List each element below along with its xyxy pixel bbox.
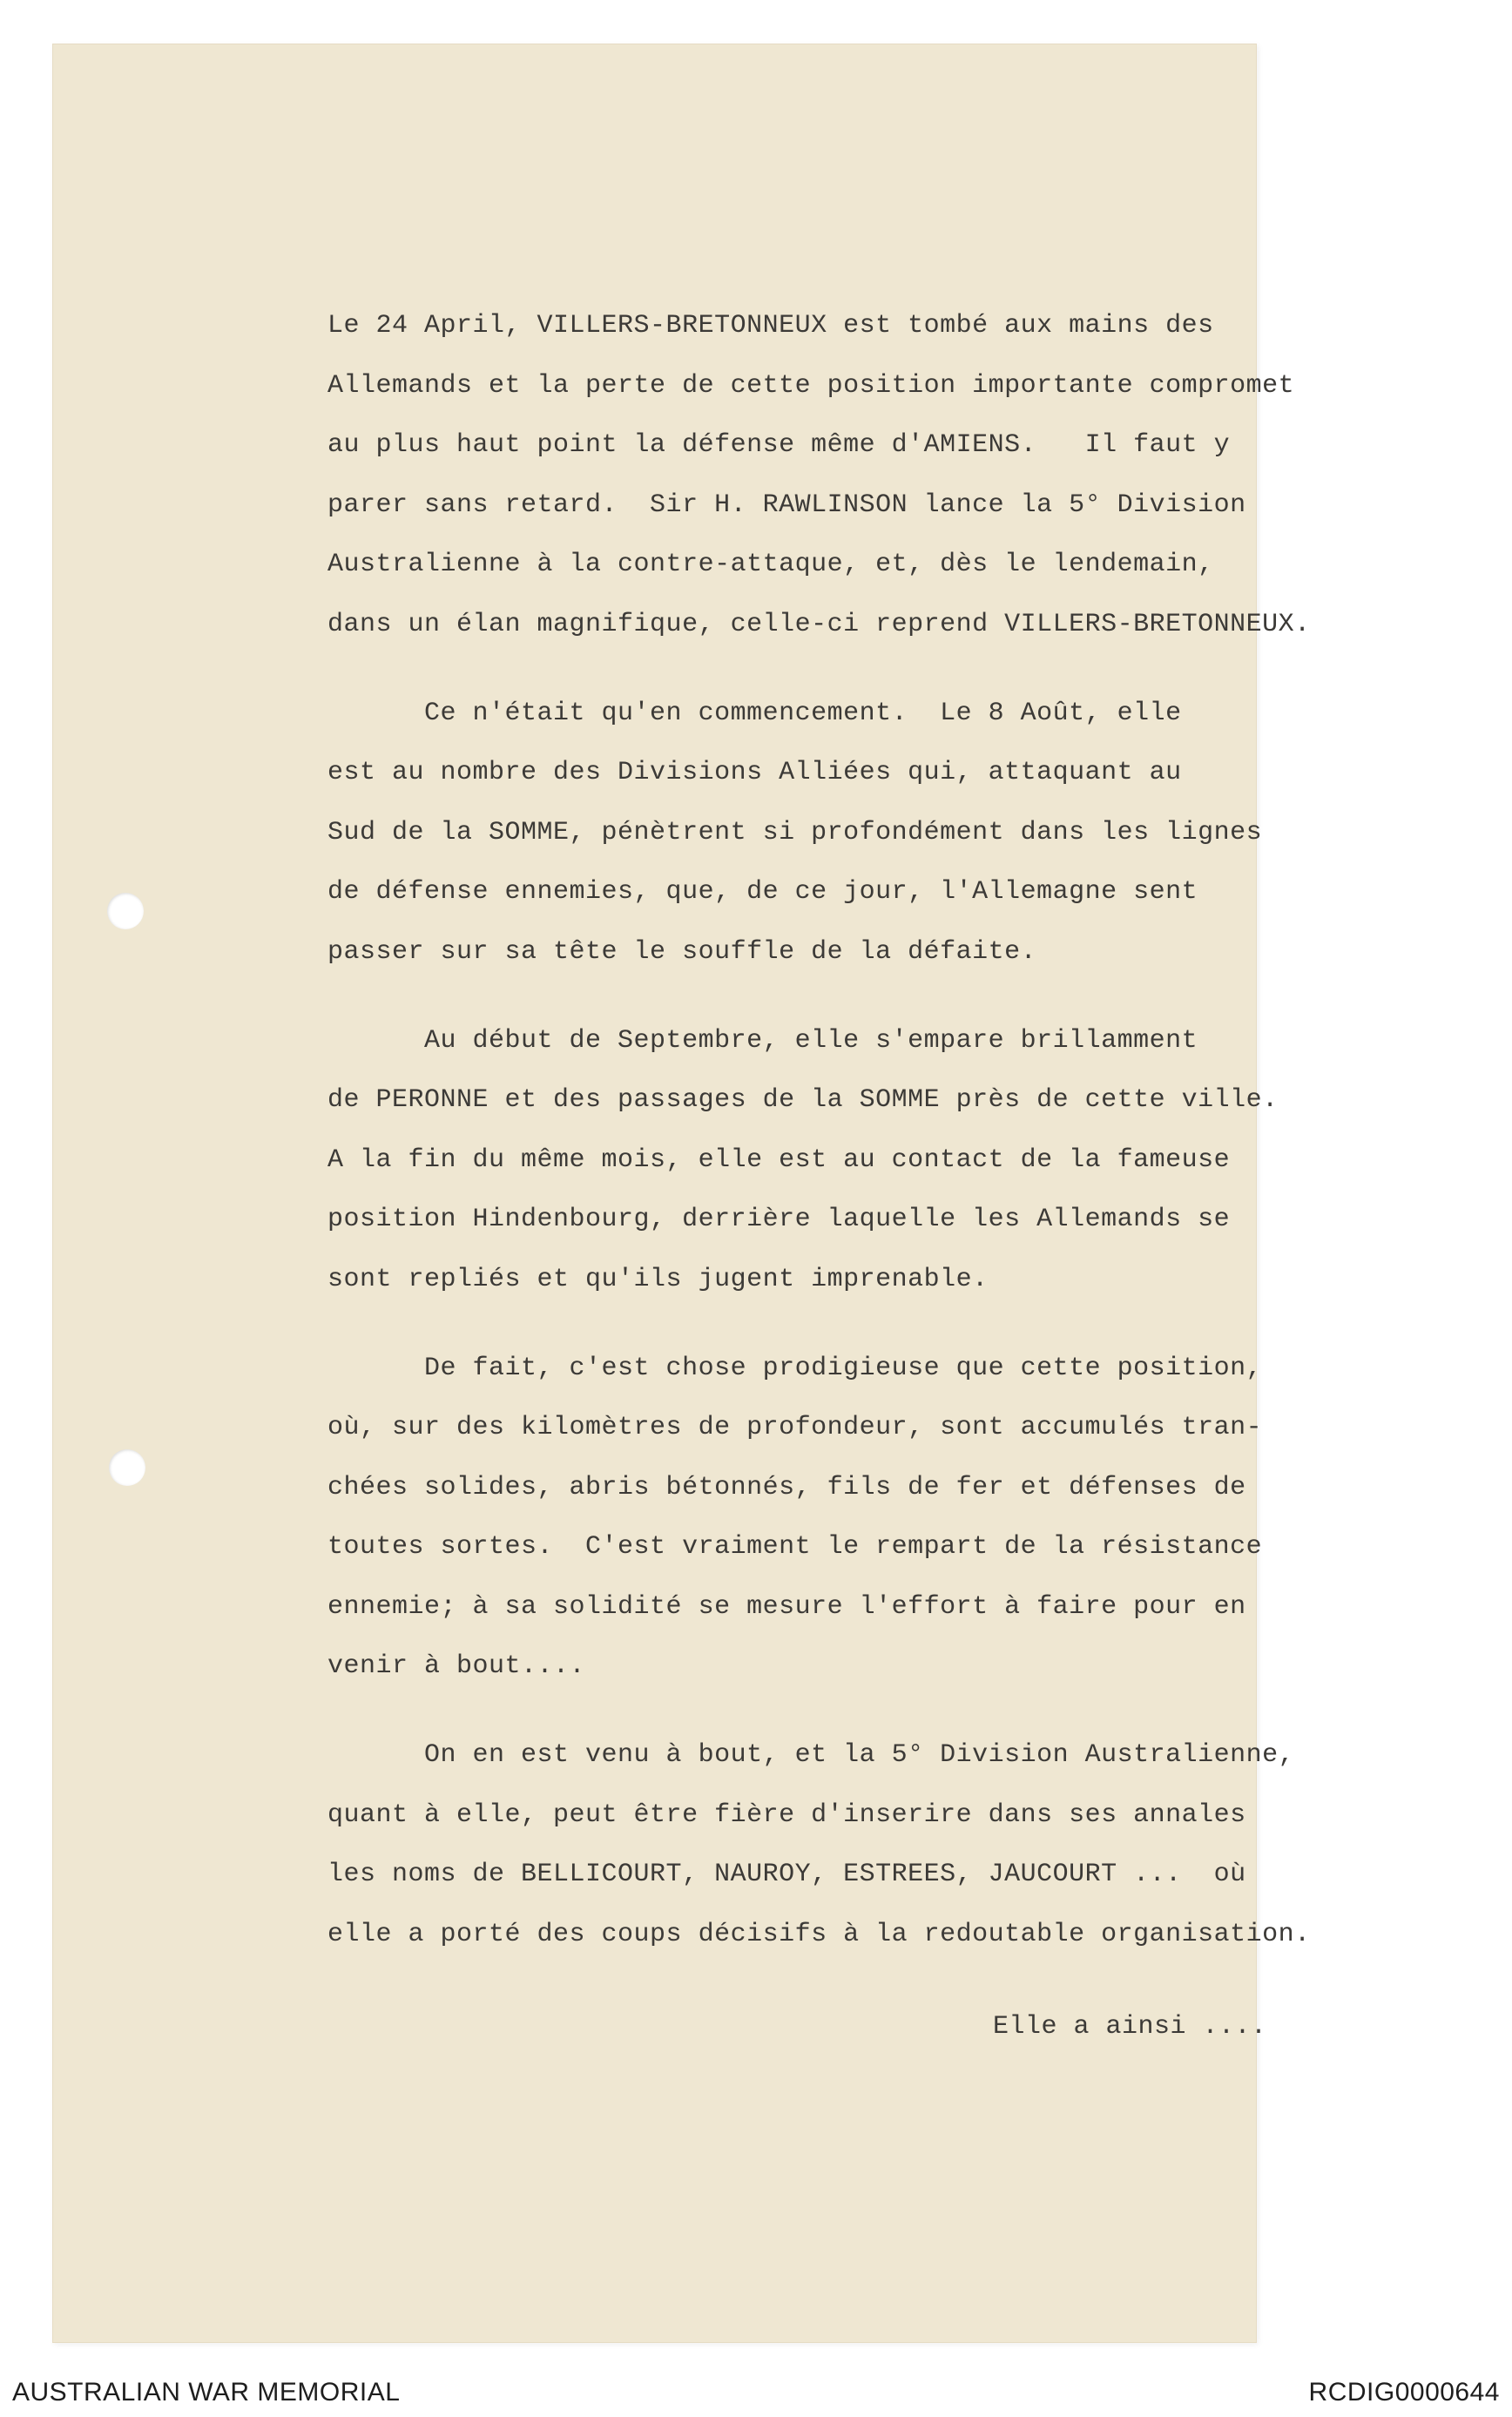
text-line: passer sur sa tête le souffle de la défaite.: [327, 936, 1037, 967]
text-line: dans un élan magnifique, celle-ci reprend VILLERS-BRETONNEUX.: [327, 609, 1311, 639]
text-line: De fait, c'est chose prodigieuse que cette position,: [327, 1353, 1263, 1383]
text-line: au plus haut point la défense même d'AMIENS. Il faut y: [327, 430, 1231, 461]
text-line: Ce n'était qu'en commencement. Le 8 Août, elle: [327, 698, 1182, 728]
text-line: Australienne à la contre-attaque, et, dès le lendemain,: [327, 550, 1214, 580]
text-line: où, sur des kilomètres de profondeur, sont accumulés tran-: [327, 1413, 1263, 1443]
text-line: les noms de BELLICOURT, NAUROY, ESTREES, JAUCOURT ... où: [327, 1860, 1246, 1890]
text-line: chées solides, abris bétonnés, fils de fer et défenses de: [327, 1472, 1246, 1502]
text-line: sont repliés et qu'ils jugent imprenable.: [327, 1264, 989, 1294]
text-line: position Hindenbourg, derrière laquelle les Allemands se: [327, 1205, 1231, 1235]
archive-id: RCDIG0000644: [1308, 2378, 1500, 2407]
archive-footer: [0, 2359, 1512, 2417]
text-line: ennemie; à sa solidité se mesure l'effort à faire pour en: [327, 1591, 1246, 1622]
text-line: de défense ennemies, que, de ce jour, l'Allemagne sent: [327, 877, 1198, 908]
typed-body: [327, 296, 1442, 1993]
text-line: Le 24 April, VILLERS-BRETONNEUX est tombé aux mains des: [327, 311, 1214, 341]
text-line: On en est venu à bout, et la 5° Division Australienne,: [327, 1740, 1295, 1771]
text-line: quant à elle, peut être fière d'inserire dans ses annales: [327, 1799, 1246, 1830]
text-line: Sud de la SOMME, pénètrent si profondément dans les lignes: [327, 817, 1263, 847]
paragraph: [327, 1725, 1442, 1964]
paragraph: [327, 296, 1442, 655]
text-line: toutes sortes. C'est vraiment le rempart de la résistance: [327, 1532, 1263, 1563]
paragraph: [327, 684, 1442, 982]
text-line: est au nombre des Divisions Alliées qui, attaquant au: [327, 758, 1182, 788]
text-line: venir à bout....: [327, 1651, 586, 1682]
text-line: Allemands et la perte de cette position importante compromet: [327, 370, 1295, 401]
text-line: de PERONNE et des passages de la SOMME près de cette ville.: [327, 1085, 1279, 1116]
text-line: Au début de Septembre, elle s'empare brillamment: [327, 1025, 1198, 1056]
text-line: parer sans retard. Sir H. RAWLINSON lance la 5° Division: [327, 489, 1246, 520]
text-line: elle a porté des coups décisifs à la redoutable organisation.: [327, 1919, 1311, 1949]
punch-hole: [109, 1449, 145, 1486]
closing-line: Elle a ainsi ....: [993, 2012, 1267, 2042]
text-line: A la fin du même mois, elle est au contact de la fameuse: [327, 1144, 1231, 1175]
archive-name: AUSTRALIAN WAR MEMORIAL: [12, 2378, 401, 2407]
paragraph: [327, 1339, 1442, 1698]
punch-hole: [107, 893, 144, 929]
paragraph: [327, 1011, 1442, 1310]
